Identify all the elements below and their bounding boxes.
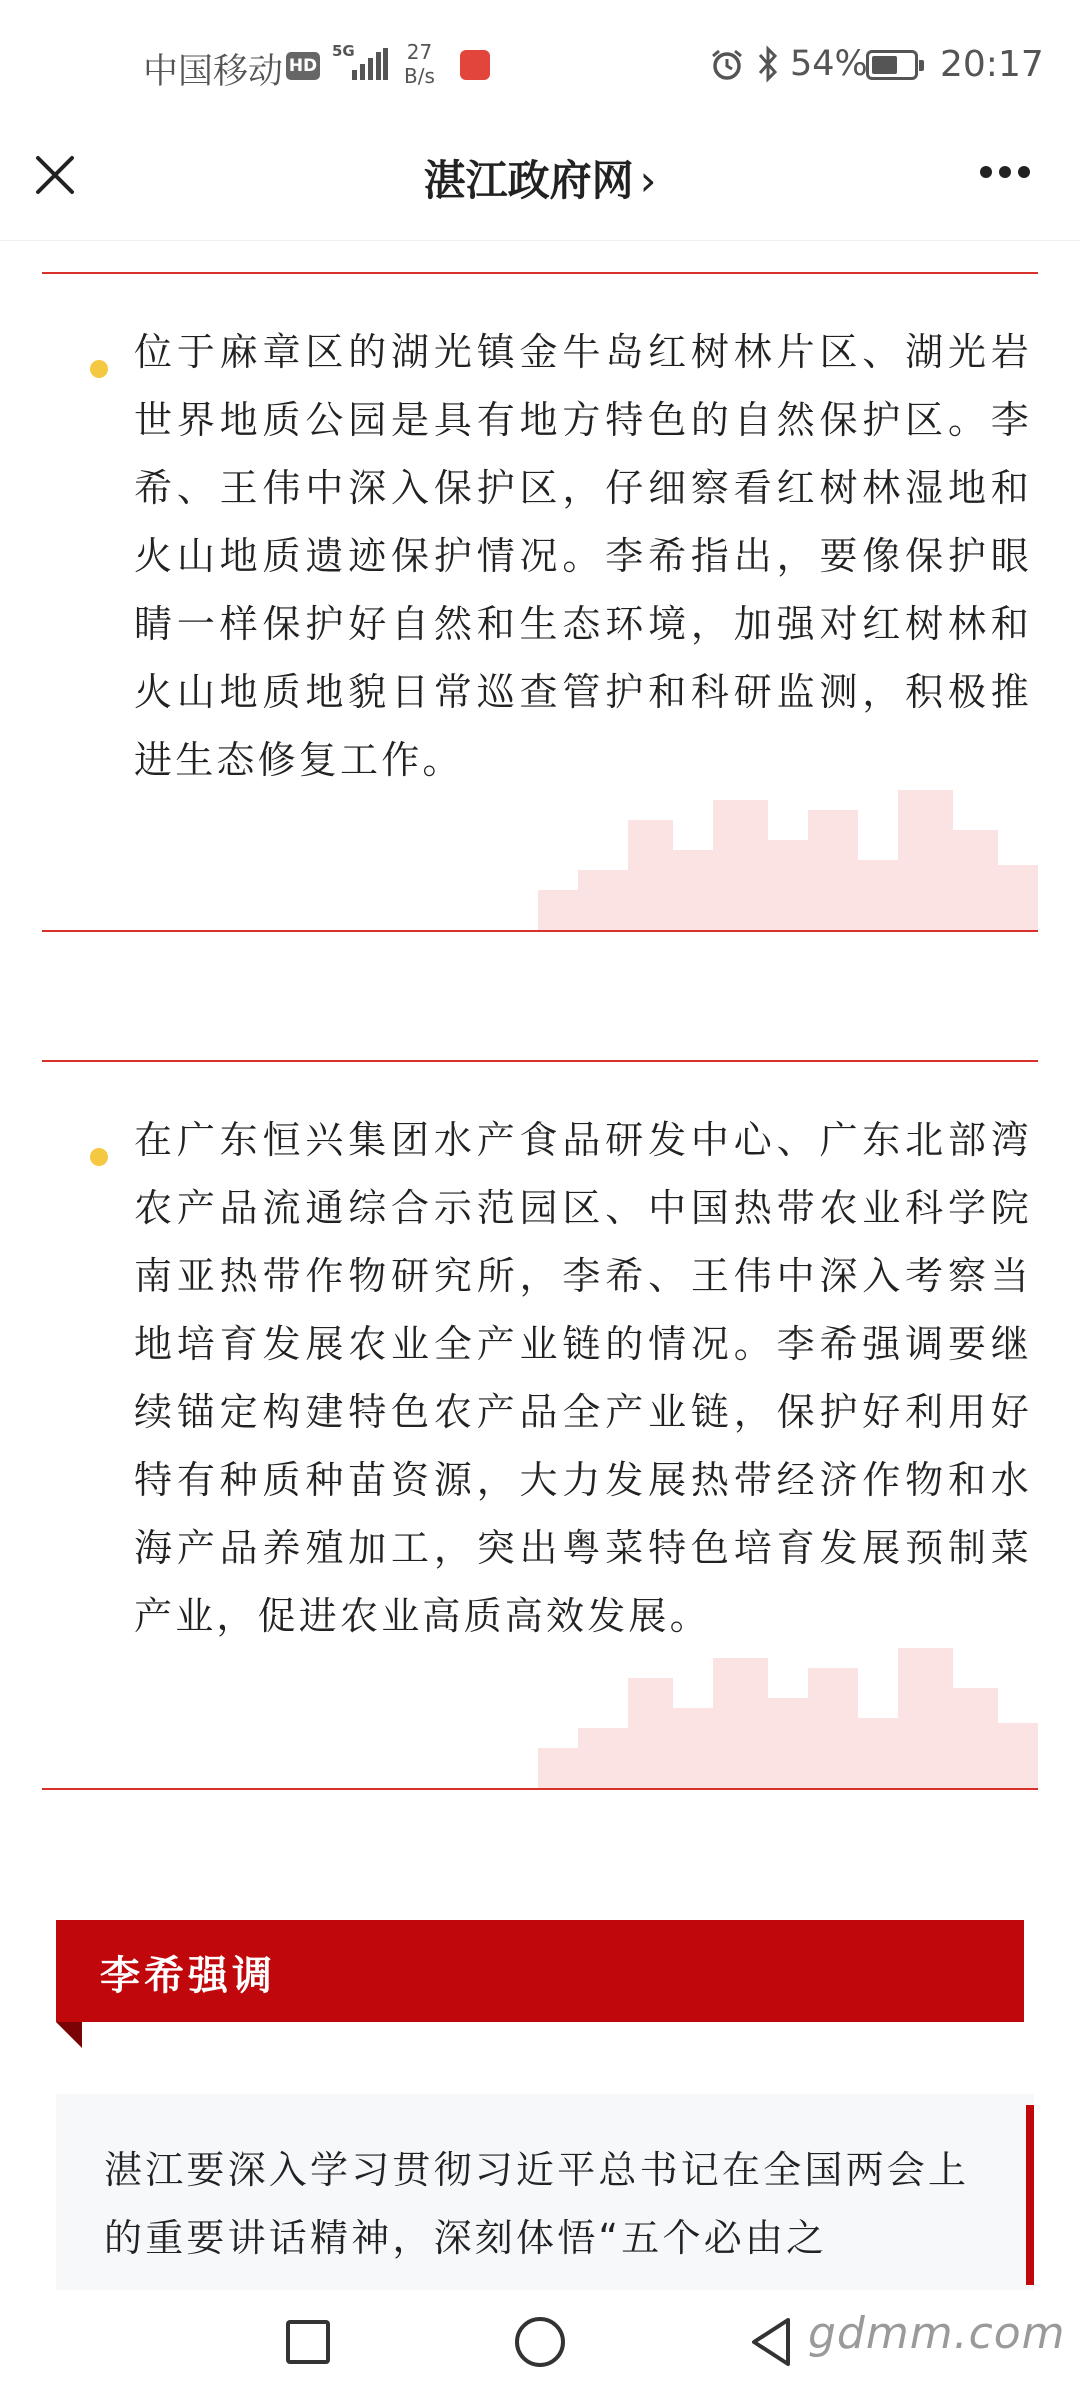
card-paragraph: 在广东恒兴集团水产食品研发中心、广东北部湾农产品流通综合示范园区、中国热带农业科学院南亚热带作物研究所，李希、王伟中深入考察当地培育发展农业全产业链的情况。李希强调要继续锚定构建特色农产品全产业链，保护好利用好特有种质种苗资源，大力发展热带经济作物和水海产品养殖加工，突出粤菜特色培育发展预制菜产业，促进农业高质高效发展。 (134, 1118, 1032, 1638)
card-bottom-rule (42, 1788, 1038, 1790)
network-type: 5G (332, 42, 355, 60)
signal-icon (352, 48, 388, 80)
app-notification-icon (460, 50, 490, 80)
back-icon[interactable] (746, 2314, 796, 2370)
battery-percent: 54% (790, 44, 868, 84)
speed-unit: B/s (404, 64, 435, 88)
more-icon[interactable] (980, 166, 1030, 180)
home-icon[interactable] (515, 2317, 565, 2367)
speed-value: 27 (406, 40, 433, 64)
content-card (42, 274, 1038, 930)
content-card (42, 1062, 1038, 1788)
alarm-icon (710, 48, 744, 82)
city-skyline-background (538, 780, 1038, 930)
quote-paragraph: 湛江要深入学习贯彻习近平总书记在全国两会上的重要讲话精神，深刻体悟“五个必由之 (104, 2148, 970, 2260)
page-title[interactable] (0, 148, 1080, 208)
section-header (56, 1920, 1024, 2022)
chevron-right-icon: › (639, 156, 657, 205)
network-speed (404, 40, 435, 88)
bluetooth-icon (756, 44, 780, 84)
site-name: 湛江政府网 (423, 156, 634, 205)
quote-accent-bar (1026, 2105, 1034, 2285)
section-header-fold (56, 2022, 82, 2048)
carrier-name: 中国移动 (143, 52, 284, 92)
status-bar (0, 0, 1080, 135)
bullet-dot-icon (90, 1148, 108, 1166)
quote-box (56, 2094, 1034, 2320)
card-bottom-rule (42, 930, 1038, 932)
bullet-dot-icon (90, 360, 108, 378)
battery-icon (866, 50, 918, 80)
clock: 20:17 (940, 44, 1044, 85)
card-paragraph: 位于麻章区的湖光镇金牛岛红树林片区、湖光岩世界地质公园是具有地方特色的自然保护区。李希、王伟中深入保护区，仔细察看红树林湿地和火山地质遗迹保护情况。李希指出，要像保护眼睛一样保护好自然和生态环境，加强对红树林和火山地质地貌日常巡查管护和科研监测，积极推进生态修复工作。 (134, 330, 1032, 782)
watermark: gdmm.com (808, 2308, 1066, 2359)
section-title: 李希强调 (100, 1953, 276, 1999)
hd-badge-icon: HD (286, 52, 320, 80)
recent-apps-icon[interactable] (286, 2320, 330, 2364)
city-skyline-background (538, 1638, 1038, 1788)
